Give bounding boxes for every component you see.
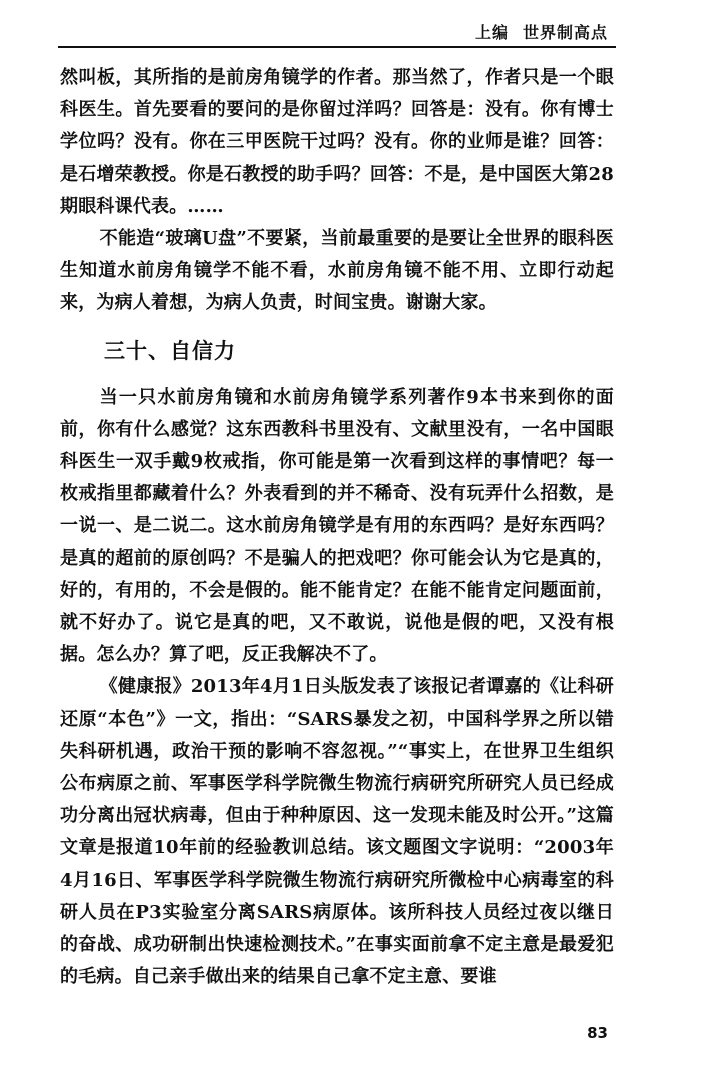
running-header-title: 世界制高点	[522, 23, 608, 42]
section-paragraph: 当一只水前房角镜和水前房角镜学系列著作9本书来到你的面前，你有什么感觉？这东西教科书里没有、文献里没有，一名中国眼科医生一双手戴9枚戒指，你可能是第一次看到这样的事情吧？每一枚戒指里都藏着什么？外表看到的并不稀奇、没有玩弄什么招数，是一说一、是二说二。这水前房角镜学是有用的东西吗？是好东西吗？是真的超前的原创吗？不是骗人的把戏吧？你可能会认为它是真的，好的，有用的，不会是假的。能不能肯定？在能不能肯定问题面前，就不好办了。说它是真的吧，又不敢说，说他是假的吧，又没有根据。怎么办？算了吧，反正我解决不了。	[60, 386, 614, 666]
running-header-part: 上编	[474, 23, 509, 42]
running-header	[475, 20, 608, 43]
page-number: 83	[587, 1024, 608, 1042]
page-body	[60, 62, 614, 993]
section-paragraph: 《健康报》2013年4月1日头版发表了该报记者谭嘉的《让科研还原“本色”》一文，指出：“SARS暴发之初，中国科学界之所以错失科研机遇，政治干预的影响不容忽视。”“事实上，在世界卫生组织公布病原之前、军事医学科学院微生物流行病研究所研究人员已经成功分离出冠状病毒，但由于种种原因、这一发现未能及时公开。”这篇文章是报道10年前的经验教训总结。该文题图文字说明：“2003年4月16日、军事医学科学院微生物流行病研究所微检中心病毒室的科研人员在P3实验室分离SARS病原体。该所科技人员经过夜以继日的奋战、成功研制出快速检测技术。”在事实面前拿不定主意是最爱犯的毛病。自己亲手做出来的结果自己拿不定主意、要谁	[60, 676, 614, 988]
paragraph-continued: 然叫板，其所指的是前房角镜学的作者。那当然了，作者只是一个眼科医生。首先要看的要问的是你留过洋吗？回答是：没有。你有博士学位吗？没有。你在三甲医院干过吗？没有。你的业师是谁？回答：是石增荣教授。你是石教授的助手吗？回答：不是，是中国医大第28期眼科课代表。……	[60, 67, 614, 217]
section-title: 三十、自信力	[104, 338, 236, 363]
header-rule	[58, 46, 616, 48]
paragraph: 不能造“玻璃U盘”不要紧，当前最重要的是要让全世界的眼科医生知道水前房角镜学不能不看，水前房角镜不能不用、立即行动起来，为病人着想，为病人负责，时间宝贵。谢谢大家。	[60, 228, 614, 314]
